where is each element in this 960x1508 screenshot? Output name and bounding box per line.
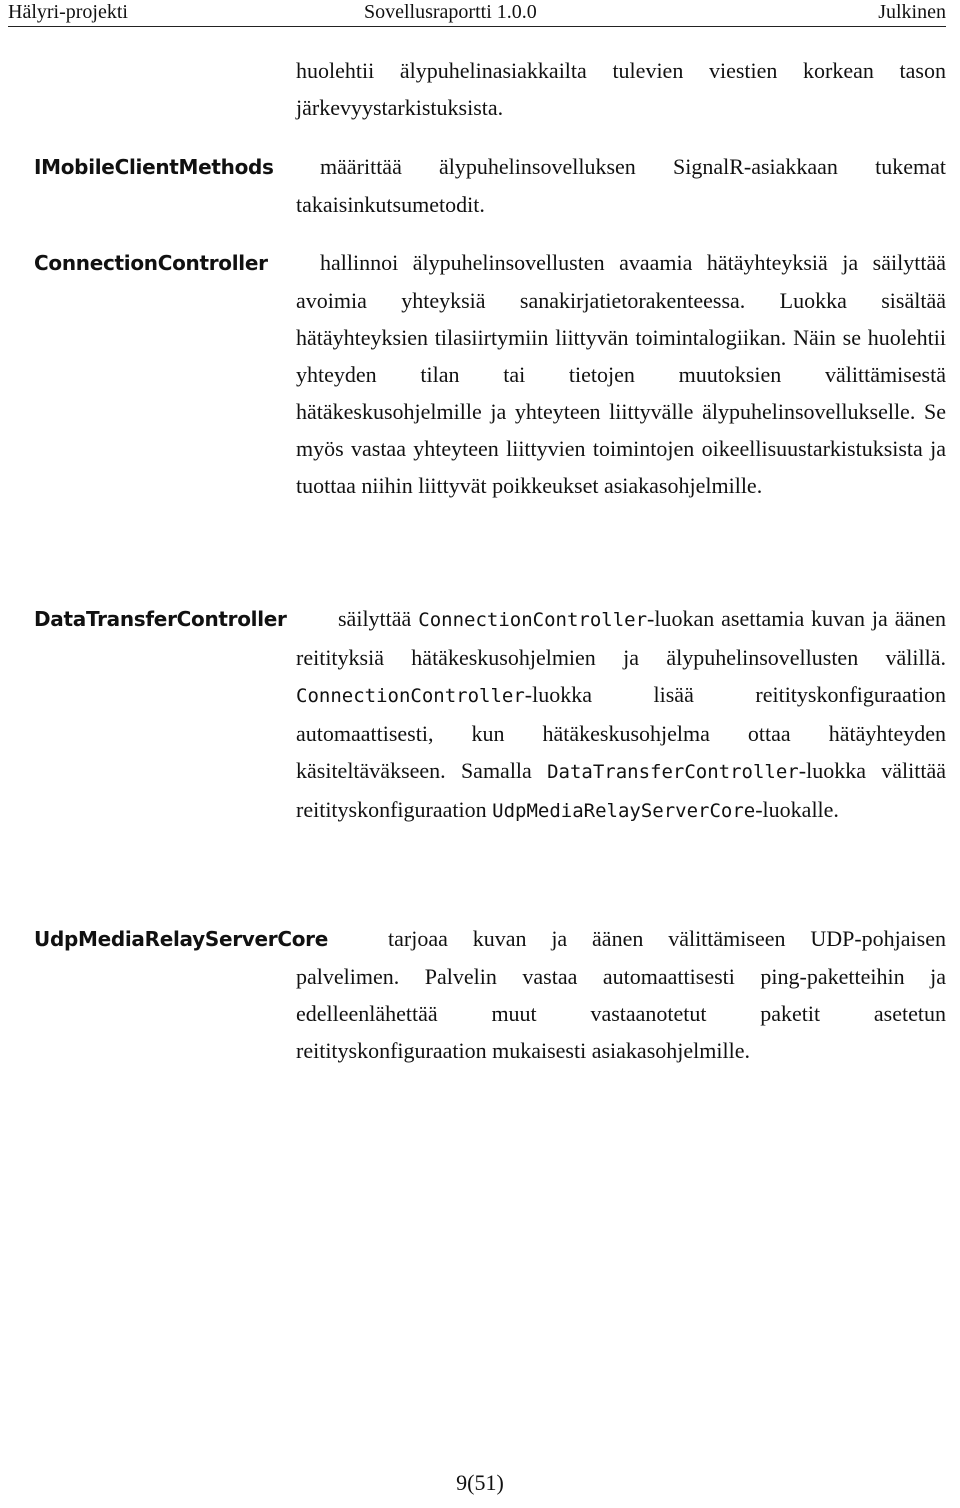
definition-entry-datatransfercontroller (34, 600, 946, 830)
entry-definition-text: säilyttää (338, 606, 419, 631)
definition-entry-imobileclientmethods (34, 148, 946, 223)
definition-entry-continued (34, 52, 946, 126)
header-document-title: Sovellusraportti 1.0.0 (364, 1, 537, 23)
entry-term: UdpMediaRelayServerCore (34, 927, 328, 951)
entry-term: ConnectionController (34, 251, 268, 275)
code-class-name: ConnectionController (418, 609, 648, 631)
entry-term: IMobileClientMethods (34, 155, 274, 179)
entry-definition: hallinnoi älypuhelinsovellusten avaamia hätäyhteyksiä ja säilyttää avoimia yhteyksiä sanakirjatietorakenteessa. Luokka sisältää hätäyhteyksien tilasiirtymiin liittyvän toimintalogiikan. Näin se huolehtii yhteyden tilan tai tietojen muutoksien välittämisestä hätäkeskusohjelmille ja yhteyteen liittyvälle älypuhelinsovellukselle. Se myös vastaa yhteyteen liittyvien toimintojen oikeellisuustarkistuksista ja tuottaa niihin liittyvät poikkeukset asiakasohjelmille. (296, 250, 946, 498)
definition-entry-udpmediarelayservercore (34, 920, 946, 1069)
entry-definition-text: -luokan asettamia kuvan ja äänen reitityksiä hätäkeskusohjelmien ja älypuhelinsovellusten välillä. (296, 606, 946, 670)
entry-definition-text: -luokka lisää reitityskonfiguraation automaattisesti, kun hätäkeskusohjelma ottaa hätäyhteyden käsiteltäväkseen. Samalla (296, 682, 946, 783)
page-header (8, 0, 946, 27)
code-class-name: DataTransferController (547, 761, 799, 783)
entry-definition: huolehtii älypuhelinasiakkailta tulevien viestien korkean tason järkevyystarkistuksista. (296, 58, 946, 120)
entry-definition: tarjoaa kuvan ja äänen välittämiseen UDP-pohjaisen palvelimen. Palvelin vastaa automaattisesti ping-paketteihin ja edelleenlähettää muut vastaanotetut paketit asetetun reitityskonfiguraation mukaisesti asiakasohjelmille. (296, 926, 946, 1063)
code-class-name: UdpMediaRelayServerCore (492, 800, 756, 822)
definition-entry-connectioncontroller (34, 244, 946, 504)
header-classification: Julkinen (878, 1, 946, 23)
entry-definition-text: -luokka välittää reitityskonfiguraation (296, 758, 946, 822)
page-number: 9(51) (456, 1470, 504, 1495)
code-class-name: ConnectionController (296, 685, 525, 707)
entry-definition: määrittää älypuhelinsovelluksen SignalR-asiakkaan tukemat takaisinkutsumetodit. (296, 154, 946, 217)
header-project-name: Hälyri-projekti (8, 1, 128, 23)
entry-term: DataTransferController (34, 607, 287, 631)
entry-definition-text: -luokalle. (755, 797, 839, 822)
